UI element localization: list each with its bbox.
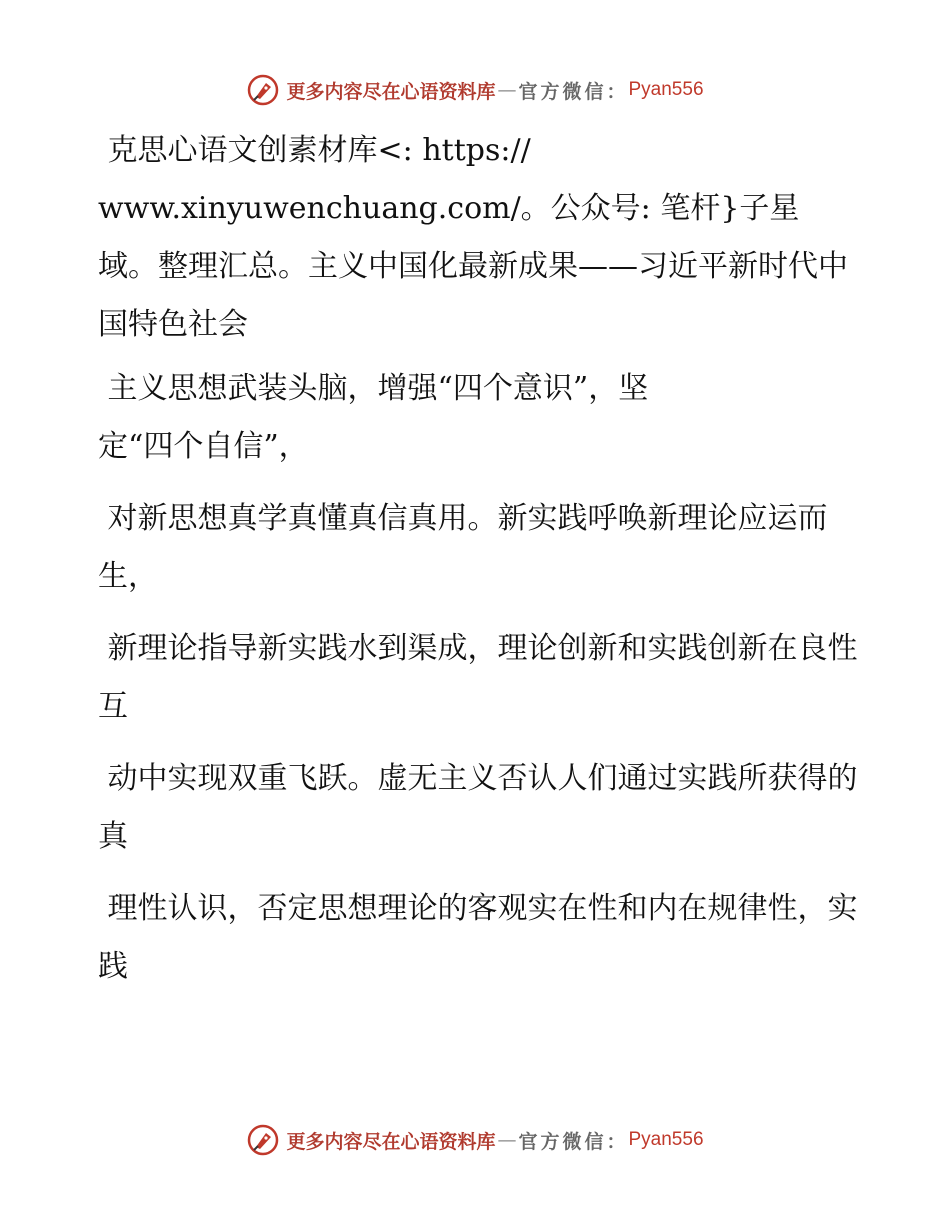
paragraph: 理性认识，否定思想理论的客观实在性和内在规律性，实践 bbox=[98, 891, 858, 984]
banner-sub-text: 官方微信： bbox=[518, 80, 629, 103]
header-banner bbox=[0, 70, 950, 110]
paragraph: 新理论指导新实践水到渠成，理论创新和实践创新在良性互 bbox=[98, 631, 858, 724]
paragraph: 对新思想真学真懂真信真用。新实践呼唤新理论应运而生， bbox=[98, 501, 828, 594]
banner-account: Pyan556 bbox=[628, 79, 704, 100]
paragraph: 克思心语文创素材库<: https:// www.xinyuwenchuang.com/。公众号: 笔杆}子星域。整理汇总。主义中国化最新成果——习近平新时代中国特色社会 bbox=[98, 133, 848, 342]
banner-sub-text: 官方微信： bbox=[518, 1130, 629, 1153]
banner-account: Pyan556 bbox=[628, 1129, 704, 1150]
banner-main-text: 更多内容尽在心语资料库 bbox=[286, 80, 496, 103]
pen-nib-icon bbox=[246, 73, 280, 107]
footer-banner bbox=[0, 1120, 950, 1160]
banner-dash: — bbox=[497, 79, 517, 101]
paragraph: 主义思想武装头脑，增强“四个意识”，坚 定“四个自信”， bbox=[98, 371, 649, 464]
banner-main-text: 更多内容尽在心语资料库 bbox=[286, 1130, 496, 1153]
paragraph: 动中实现双重飞跃。虚无主义否认人们通过实践所获得的真 bbox=[98, 761, 858, 854]
pen-nib-icon bbox=[246, 1123, 280, 1157]
document-body bbox=[98, 122, 858, 1010]
banner-dash: — bbox=[497, 1129, 517, 1151]
